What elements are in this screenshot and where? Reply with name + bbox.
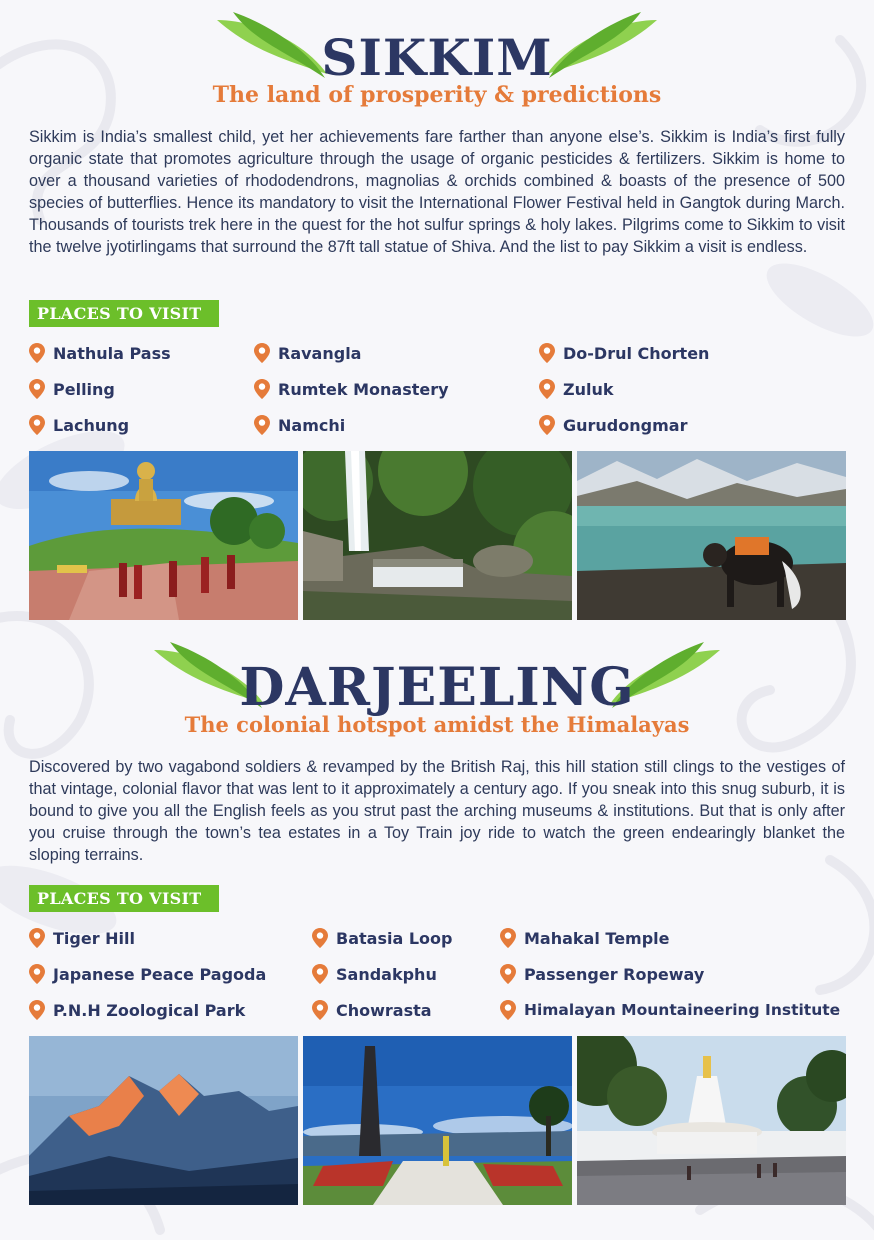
place-item [29,414,129,436]
place-label: Zuluk [563,379,614,399]
place-item [29,963,266,985]
place-label: Japanese Peace Pagoda [53,964,267,984]
page-title: SIKKIM [321,28,553,87]
place-label: Mahakal Temple [524,928,670,948]
place-label: Tiger Hill [53,928,136,948]
place-item [254,378,449,400]
place-label: Nathula Pass [53,343,171,363]
map-pin-icon [312,964,328,984]
map-pin-icon [29,343,45,363]
photo-mountain-peak [29,1036,298,1205]
photo-peace-pagoda [577,1036,846,1205]
place-item [29,378,115,400]
place-item [539,414,687,436]
place-item [500,927,670,949]
place-label: Himalayan Mountaineering Institute [524,1001,841,1019]
map-pin-icon [539,343,555,363]
place-label: Namchi [278,415,346,435]
place-item [500,999,840,1021]
section-description: Discovered by two vagabond soldiers & revamped by the British Raj, this hill station still clings to the vestiges of that vintage, colonial flavor that was lent to it approximately a century ago. If you sneak into this snug suburb, it is bound to give you all the English feels as you strut past the arching museums & institutions. But that is only after you cruise through the town’s tea estates in a Toy Train joy ride to watch the green endearingly blanket the sloping terrains. [29,758,845,864]
place-item [312,999,432,1021]
map-pin-icon [29,964,45,984]
page-title: DARJEELING [239,657,635,718]
map-pin-icon [500,964,516,984]
darjeeling-section [0,630,874,1240]
places-heading: PLACES TO VISIT [29,300,219,327]
section-description: Sikkim is India’s smallest child, yet her achievements fare farther than anyone else’s. Sikkim is India’s first fully organic state that promotes agriculture through the usage of organic pesticides & fertilizers. Sikkim is home to over a thousand varieties of rhododendrons, magnolias & orchids combined & boasts of the presence of 500 species of butterflies. Hence its mandatory to visit the International Flower Festival held in Gangtok during March. Thousands of tourists trek here in the quest for the hot sulfur springs & holy lakes. Pilgrims come to Sikkim to visit the twelve jyotirlingams that surround the 87ft tall statue of Shiva. And the list to pay Sikkim a visit is endless. [29,128,845,256]
place-label: Lachung [53,415,130,435]
map-pin-icon [312,1000,328,1020]
photo-strip [29,451,846,620]
place-item [254,414,345,436]
map-pin-icon [500,1000,516,1020]
map-pin-icon [539,379,555,399]
map-pin-icon [254,415,270,435]
place-label: Do-Drul Chorten [563,343,710,363]
places-heading: PLACES TO VISIT [29,885,219,912]
place-item [539,378,614,400]
page-subtitle: The land of prosperity & predictions [212,82,662,108]
page-subtitle: The colonial hotspot amidst the Himalayas [184,712,690,737]
place-label: Chowrasta [336,1000,432,1020]
map-pin-icon [29,928,45,948]
place-label: Batasia Loop [336,928,453,948]
place-item [500,963,704,985]
place-item [29,999,245,1021]
photo-statue-park [29,451,298,620]
map-pin-icon [29,1000,45,1020]
place-item [312,963,437,985]
place-item [254,342,361,364]
photo-waterfall [303,451,572,620]
map-pin-icon [312,928,328,948]
map-pin-icon [254,343,270,363]
place-label: P.N.H Zoological Park [53,1000,246,1020]
place-label: Sandakphu [336,964,437,984]
place-label: Gurudongmar [563,415,688,435]
place-item [312,927,452,949]
map-pin-icon [539,415,555,435]
photo-strip [29,1036,846,1205]
place-item [29,342,171,364]
place-item [539,342,709,364]
map-pin-icon [500,928,516,948]
photo-lake-yak [577,451,846,620]
place-label: Ravangla [278,343,362,363]
place-item [29,927,135,949]
map-pin-icon [254,379,270,399]
map-pin-icon [29,379,45,399]
place-label: Passenger Ropeway [524,964,705,984]
place-label: Pelling [53,379,115,399]
photo-war-memorial [303,1036,572,1205]
map-pin-icon [29,415,45,435]
place-label: Rumtek Monastery [278,379,449,399]
